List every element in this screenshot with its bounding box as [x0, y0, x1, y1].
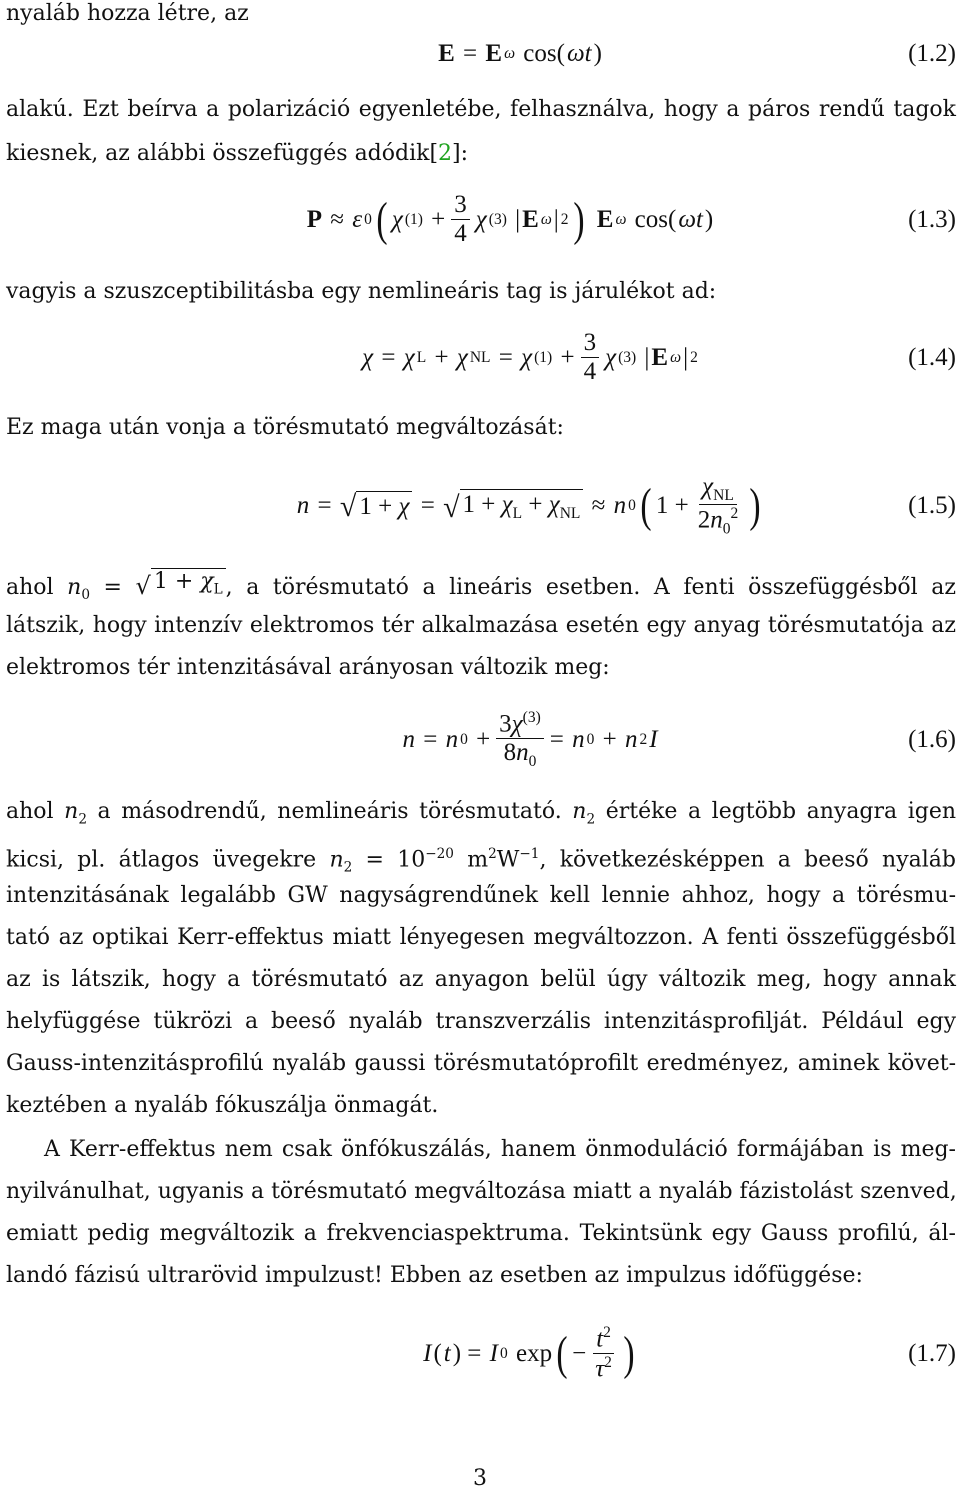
equation-number: (1.7) [908, 1340, 956, 1367]
text-line: emiatt pedig megváltozik a frekvenciaspektruma. Tekintsünk egy Gauss profilú, ál- [6, 1221, 956, 1246]
equation-1-3 [0, 188, 960, 252]
text-line: Ez maga után vonja a törésmutató megváltozását: [6, 415, 564, 440]
text-line: intenzitásának legalább GW nagyságrendűnek kell lennie ahhoz, hogy a törésmu- [6, 883, 956, 908]
equation-1-4 [0, 326, 960, 390]
equation-1-5 [0, 474, 960, 538]
text-fragment: , a törésmutató a lineáris esetben. A fenti összefüggésből az [225, 574, 956, 600]
text-line: látszik, hogy intenzív elektromos tér alkalmazása esetén egy anyag törésmutatója az [6, 613, 956, 638]
equation-number: (1.2) [908, 40, 956, 67]
text-fragment: értéke a legtöbb anyagra igen [605, 799, 957, 824]
equation-number: (1.5) [908, 492, 956, 519]
equation-content: I ( t ) = I 0 exp ( − $\frac{t^2}{\tau^2}$ ) [423, 1324, 635, 1383]
text-line: alakú. Ezt beírva a polarizáció egyenletébe, felhasználva, hogy a páros rendű tagok [6, 97, 956, 122]
equation-content: n = n 0 + $\frac{3\chi^{(3)}}{8n_0}$ = n 0 + n 2 I [402, 709, 658, 770]
text-line: ahol $n_2$ a másodrendű, nemlineáris törésmutató. $n_2$ értéke a legtöbb anyagra igen [6, 799, 957, 828]
equation-content: χ = χ L + χ NL = χ (1) + $\frac{3}{4}$ χ (3) | E ω | 2 [362, 329, 698, 385]
equation-1-7 [0, 1318, 960, 1390]
text-fragment: a másodrendű, nemlineáris törésmutató. [97, 799, 562, 824]
equation-number: (1.4) [908, 344, 956, 371]
equation-content: P ≈ ε 0 ( χ (1) + $\frac{3}{4}$ χ (3) | E ω | 2 ) E ω cos( ωt ) [306, 191, 714, 247]
text-line: vagyis a szuszceptibilitásba egy nemlineáris tag is járulékot ad: [6, 279, 717, 304]
text-line: az is látszik, hogy a törésmutató az anyagon belül úgy változik meg, hogy annak [6, 967, 956, 992]
text-line: elektromos tér intenzitásával arányosan változik meg: [6, 655, 610, 680]
text-fragment: kiesnek, az alábbi összefüggés adódik[ [6, 141, 439, 166]
equation-content: n = √ 1 + χ = √ $1 + \chi_L + \chi_{NL}$ ≈ n 0 ( 1 + $\frac{\chi_{NL}}{2n_0^2}$ ) [296, 473, 761, 538]
text-line: tató az optikai Kerr-effektus miatt lényegesen megváltozzon. A fenti összefüggésből [6, 925, 956, 950]
text-line: helyfüggése tükrözi a beeső nyaláb transzverzális intenzitásprofilját. Például egy [6, 1009, 956, 1034]
text-line: Gauss-intenzitásprofilú nyaláb gaussi törésmutatóprofilt eredményez, aminek követ- [6, 1051, 956, 1076]
text-line: landó fázisú ultrarövid impulzust! Ebben az esetben az impulzus időfüggése: [6, 1263, 863, 1288]
text-line: A Kerr-effektus nem csak önfókuszálás, hanem önmoduláció formájában is meg- [44, 1137, 956, 1162]
text-line: nyilvánulhat, ugyanis a törésmutató megváltozása miatt a nyaláb fázistolást szenved, [6, 1179, 957, 1204]
equation-1-6 [0, 704, 960, 776]
text-fragment: , következésképpen a beeső nyaláb [539, 847, 956, 873]
text-line: nyaláb hozza létre, az [6, 1, 249, 26]
text-line: keztében a nyaláb fókuszálja önmagát. [6, 1093, 439, 1118]
text-line: kicsi, pl. átlagos üvegekre $n_2 = 10^{-20}$ $m^2W^{-1}$, következésképpen a beeső nyaláb [6, 846, 956, 876]
text-line: ahol $n_0$ = √ $1 + \chi_L$ , a törésmutató a lineáris esetben. A fenti összefüggésből az [6, 569, 956, 604]
equation-number: (1.6) [908, 726, 956, 753]
text-fragment: ]: [452, 141, 469, 166]
equation-content: E = E ω cos( ωt ) [438, 40, 602, 67]
citation-link[interactable]: 2 [438, 141, 453, 166]
text-fragment: ahol [6, 574, 54, 600]
text-line [6, 140, 956, 168]
equation-number: (1.3) [908, 206, 956, 233]
text-fragment: ahol [6, 799, 54, 824]
page-number: 3 [473, 1466, 487, 1491]
text-fragment: kicsi, pl. átlagos üvegekre [6, 847, 317, 873]
equation-1-2 [0, 24, 960, 84]
